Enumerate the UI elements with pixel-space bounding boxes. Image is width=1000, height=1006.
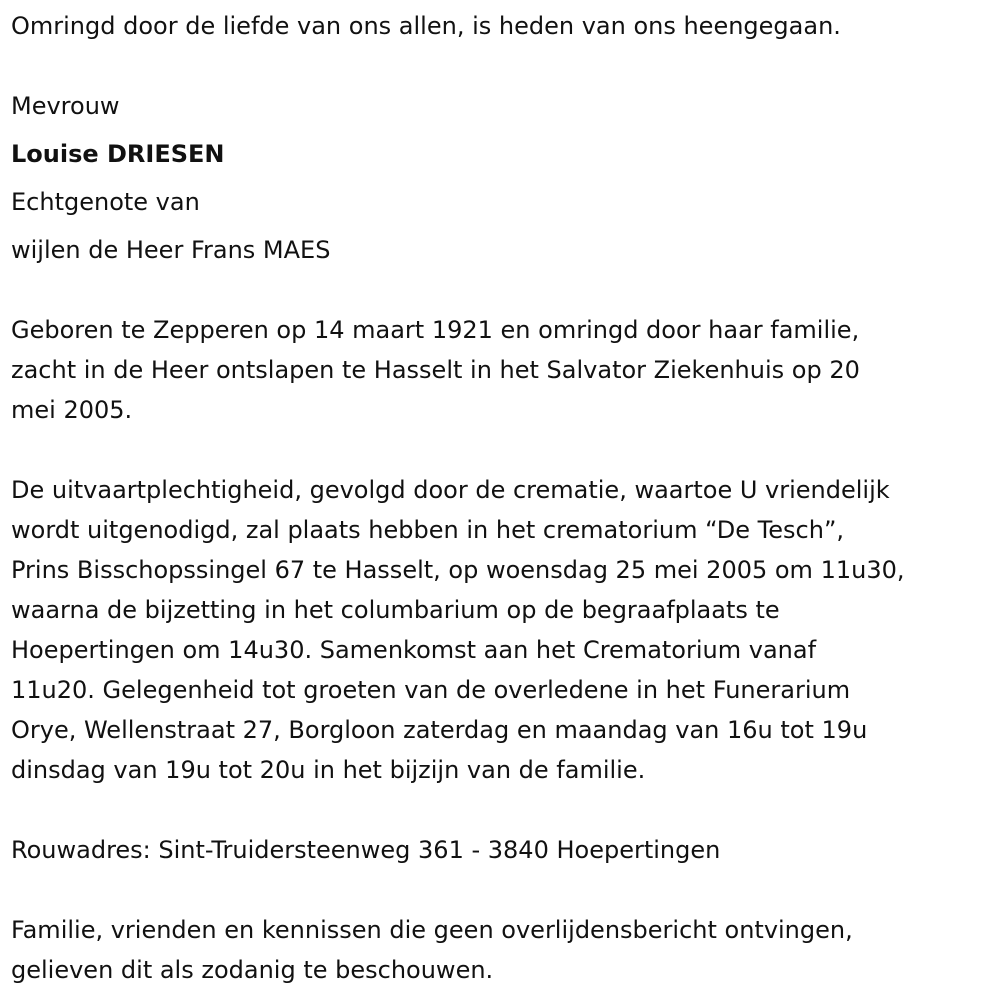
- intro-text: Omringd door de liefde van ons allen, is heden van ons heengegaan.: [11, 12, 841, 40]
- closing-line: gelieven dit als zodanig te beschouwen.: [11, 956, 494, 984]
- closing-paragraph: [11, 910, 996, 990]
- relation-line-1: Echtgenote van: [11, 188, 200, 216]
- birth-line: zacht in de Heer ontslapen te Hasselt in het Salvator Ziekenhuis op 20: [11, 356, 860, 384]
- relation-line-2: wijlen de Heer Frans MAES: [11, 236, 331, 264]
- birth-line: Geboren te Zepperen op 14 maart 1921 en omringd door haar familie,: [11, 316, 860, 344]
- title-prefix: Mevrouw: [11, 92, 120, 120]
- ceremony-line: 11u20. Gelegenheid tot groeten van de overledene in het Funerarium: [11, 676, 851, 704]
- ceremony-line: dinsdag van 19u tot 20u in het bijzijn van de familie.: [11, 756, 646, 784]
- mourning-address: Rouwadres: Sint-Truidersteenweg 361 - 3840 Hoepertingen: [11, 836, 721, 864]
- ceremony-line: waarna de bijzetting in het columbarium op de begraafplaats te: [11, 596, 780, 624]
- ceremony-line: Hoepertingen om 14u30. Samenkomst aan het Crematorium vanaf: [11, 636, 817, 664]
- ceremony-line: Orye, Wellenstraat 27, Borgloon zaterdag en maandag van 16u tot 19u: [11, 716, 868, 744]
- ceremony-line: wordt uitgenodigd, zal plaats hebben in het crematorium “De Tesch”,: [11, 516, 845, 544]
- ceremony-line: Prins Bisschopssingel 67 te Hasselt, op woensdag 25 mei 2005 om 11u30,: [11, 556, 905, 584]
- ceremony-line: De uitvaartplechtigheid, gevolgd door de crematie, waartoe U vriendelijk: [11, 476, 890, 504]
- ceremony-paragraph: [11, 470, 996, 790]
- birth-line: mei 2005.: [11, 396, 133, 424]
- deceased-name: Louise DRIESEN: [11, 140, 225, 168]
- birth-paragraph: [11, 310, 996, 430]
- closing-line: Familie, vrienden en kennissen die geen overlijdensbericht ontvingen,: [11, 916, 853, 944]
